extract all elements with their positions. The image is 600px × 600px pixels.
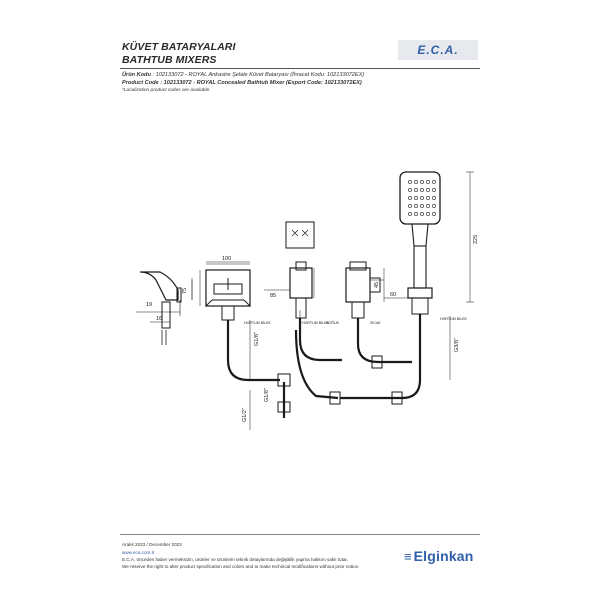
- localization-note: *Localization product codes are available.: [122, 88, 211, 93]
- hose-label-2: HORTUM BİLEK: [302, 321, 329, 325]
- elginkan-logo-text: Elginkan: [413, 548, 474, 564]
- diverter-drawing: [286, 222, 314, 318]
- bath-spout-drawing: [136, 272, 192, 345]
- footer-note-tr: E.C.A. önceden haber vermeksizin, ürünler ve ürünlerin teknik detaylarında değişiklik yapma hakkını saklı tutar.: [122, 557, 348, 562]
- elginkan-mark-icon: ≡: [404, 548, 412, 564]
- dim-16: 16: [156, 316, 163, 322]
- hose-label-3: HORTUM BİLEK: [440, 317, 467, 321]
- dim-75: 75: [182, 287, 188, 294]
- product-code-en-label: Product Code: [122, 80, 159, 86]
- product-code-en-text: : 102133072 - ROYAL Concealed Bathtub Mixer (Export Code: 102133072EX): [160, 80, 362, 86]
- hand-shower-drawing: [400, 172, 474, 314]
- hose-label-1: HORTUM BİLEK: [244, 321, 271, 325]
- dim-225: 225: [473, 234, 479, 244]
- page-title-en: BATHTUB MIXERS: [122, 54, 217, 66]
- elginkan-logo: [404, 548, 474, 564]
- cold-label: SOĞUK: [326, 321, 339, 325]
- concealed-body-drawing: [200, 264, 250, 320]
- dim-19: 19: [146, 302, 153, 308]
- dim-85: 85: [270, 293, 277, 299]
- thread-mid: G1/8": [264, 388, 270, 402]
- footer-date: Aralık 2023 / December 2023: [122, 542, 182, 547]
- dim-100: 100: [222, 256, 232, 262]
- footer-website-link[interactable]: www.eca.com.tr: [122, 550, 155, 555]
- hoses-drawing: [228, 314, 420, 418]
- dim-60: 60: [390, 292, 397, 298]
- hot-label: SICAK: [370, 321, 381, 325]
- page-title-tr: KÜVET BATARYALARI: [122, 41, 236, 53]
- product-code-tr-text: : 102133072 - ROYAL Ankastre Şelale Küvet Bataryası (İhracat Kodu: 102133072EX): [152, 72, 365, 78]
- fittings-drawing: [278, 356, 402, 412]
- footer-note-en: We reserve the right to alter product specification and colors and to make technical modifications without prior notice.: [122, 564, 360, 569]
- dim-45: 45: [374, 281, 380, 288]
- eca-logo-text: E.C.A.: [417, 43, 459, 57]
- dimension-lines: [192, 262, 450, 430]
- mixer-handle-drawing: [346, 262, 384, 318]
- thread-left: G1/8": [254, 332, 260, 346]
- product-code-tr-label: Ürün Kodu: [122, 72, 151, 78]
- footer-divider: [120, 534, 480, 535]
- thread-left-low: G1/2": [242, 408, 248, 422]
- thread-right: G3/8": [454, 338, 460, 352]
